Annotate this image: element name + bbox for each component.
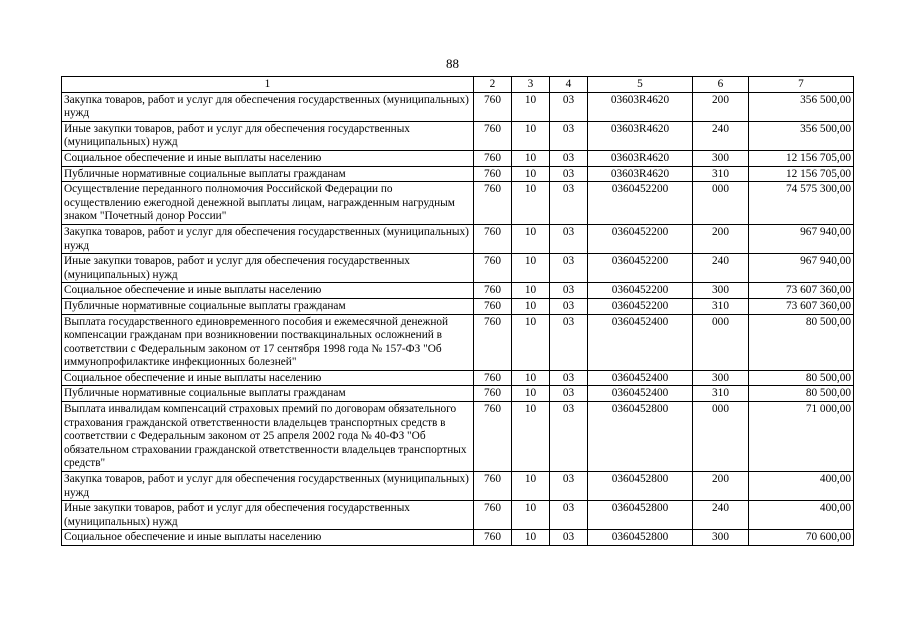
row-section-cell: 10 [512, 150, 550, 166]
row-section-cell: 10 [512, 386, 550, 402]
row-subsection-cell: 03 [550, 283, 588, 299]
row-subsection-cell: 03 [550, 298, 588, 314]
row-section-cell: 10 [512, 254, 550, 283]
row-expense-type-cell: 240 [693, 254, 749, 283]
row-target-article-cell: 0360452200 [588, 224, 693, 253]
row-subsection-cell: 03 [550, 224, 588, 253]
row-ministry-code-cell: 760 [474, 182, 512, 225]
row-amount-cell: 356 500,00 [749, 121, 854, 150]
row-target-article-cell: 0360452800 [588, 530, 693, 546]
row-amount-cell: 356 500,00 [749, 92, 854, 121]
row-ministry-code-cell: 760 [474, 298, 512, 314]
row-ministry-code-cell: 760 [474, 402, 512, 472]
row-name-cell: Иные закупки товаров, работ и услуг для обеспечения государственных (муниципальных) нужд [62, 501, 474, 530]
table-row [62, 298, 854, 314]
table-row [62, 254, 854, 283]
row-target-article-cell: 03603R4620 [588, 150, 693, 166]
row-expense-type-cell: 300 [693, 283, 749, 299]
row-ministry-code-cell: 760 [474, 501, 512, 530]
row-ministry-code-cell: 760 [474, 224, 512, 253]
row-expense-type-cell: 000 [693, 314, 749, 370]
row-expense-type-cell: 200 [693, 472, 749, 501]
row-target-article-cell: 0360452800 [588, 501, 693, 530]
row-expense-type-cell: 310 [693, 166, 749, 182]
row-subsection-cell: 03 [550, 166, 588, 182]
row-target-article-cell: 0360452200 [588, 254, 693, 283]
row-target-article-cell: 03603R4620 [588, 121, 693, 150]
row-amount-cell: 12 156 705,00 [749, 150, 854, 166]
row-ministry-code-cell: 760 [474, 530, 512, 546]
row-expense-type-cell: 240 [693, 501, 749, 530]
row-target-article-cell: 03603R4620 [588, 92, 693, 121]
row-section-cell: 10 [512, 92, 550, 121]
row-target-article-cell: 0360452400 [588, 370, 693, 386]
row-name-cell: Закупка товаров, работ и услуг для обеспечения государственных (муниципальных) нужд [62, 224, 474, 253]
row-target-article-cell: 0360452400 [588, 314, 693, 370]
table-row [62, 530, 854, 546]
header-row [62, 77, 854, 93]
row-ministry-code-cell: 760 [474, 254, 512, 283]
row-ministry-code-cell: 760 [474, 472, 512, 501]
row-target-article-cell: 0360452800 [588, 472, 693, 501]
column-header: 1 [62, 77, 474, 93]
table-row [62, 402, 854, 472]
row-expense-type-cell: 240 [693, 121, 749, 150]
row-section-cell: 10 [512, 402, 550, 472]
row-expense-type-cell: 200 [693, 92, 749, 121]
row-ministry-code-cell: 760 [474, 121, 512, 150]
column-header: 2 [474, 77, 512, 93]
table-body [62, 92, 854, 545]
row-amount-cell: 967 940,00 [749, 224, 854, 253]
row-subsection-cell: 03 [550, 254, 588, 283]
row-name-cell: Публичные нормативные социальные выплаты гражданам [62, 386, 474, 402]
row-amount-cell: 80 500,00 [749, 370, 854, 386]
row-name-cell: Осуществление переданного полномочия Российской Федерации по осуществлению ежегодной денежной выплаты лицам, награжденным нагрудным знаком "Почетный донор России" [62, 182, 474, 225]
row-name-cell: Социальное обеспечение и иные выплаты населению [62, 370, 474, 386]
row-expense-type-cell: 300 [693, 530, 749, 546]
row-ministry-code-cell: 760 [474, 314, 512, 370]
row-expense-type-cell: 000 [693, 402, 749, 472]
row-target-article-cell: 0360452200 [588, 182, 693, 225]
table-row [62, 501, 854, 530]
row-section-cell: 10 [512, 370, 550, 386]
row-section-cell: 10 [512, 501, 550, 530]
table-row [62, 166, 854, 182]
row-name-cell: Выплата государственного единовременного пособия и ежемесячной денежной компенсации гражданам при возникновении поствакцинальных осложнений в соответствии с Федеральным законом от 17 сентября 1998 года № 157-ФЗ "Об иммунопрофилактике инфекционных болезней" [62, 314, 474, 370]
row-subsection-cell: 03 [550, 530, 588, 546]
row-amount-cell: 73 607 360,00 [749, 298, 854, 314]
row-subsection-cell: 03 [550, 370, 588, 386]
budget-table [61, 76, 854, 546]
row-section-cell: 10 [512, 530, 550, 546]
table-row [62, 150, 854, 166]
table-row [62, 370, 854, 386]
row-amount-cell: 70 600,00 [749, 530, 854, 546]
row-section-cell: 10 [512, 121, 550, 150]
row-expense-type-cell: 310 [693, 386, 749, 402]
table-row [62, 283, 854, 299]
row-name-cell: Иные закупки товаров, работ и услуг для обеспечения государственных (муниципальных) нужд [62, 254, 474, 283]
row-ministry-code-cell: 760 [474, 283, 512, 299]
row-amount-cell: 73 607 360,00 [749, 283, 854, 299]
row-target-article-cell: 0360452400 [588, 386, 693, 402]
row-target-article-cell: 03603R4620 [588, 166, 693, 182]
row-name-cell: Публичные нормативные социальные выплаты гражданам [62, 298, 474, 314]
column-header: 5 [588, 77, 693, 93]
row-subsection-cell: 03 [550, 121, 588, 150]
row-section-cell: 10 [512, 182, 550, 225]
row-subsection-cell: 03 [550, 182, 588, 225]
row-section-cell: 10 [512, 283, 550, 299]
row-section-cell: 10 [512, 166, 550, 182]
row-amount-cell: 400,00 [749, 472, 854, 501]
column-header: 6 [693, 77, 749, 93]
row-name-cell: Закупка товаров, работ и услуг для обеспечения государственных (муниципальных) нужд [62, 472, 474, 501]
row-target-article-cell: 0360452200 [588, 298, 693, 314]
row-ministry-code-cell: 760 [474, 92, 512, 121]
page-number: 88 [446, 56, 459, 71]
table-row [62, 92, 854, 121]
row-subsection-cell: 03 [550, 314, 588, 370]
row-ministry-code-cell: 760 [474, 166, 512, 182]
row-subsection-cell: 03 [550, 501, 588, 530]
row-amount-cell: 12 156 705,00 [749, 166, 854, 182]
row-subsection-cell: 03 [550, 386, 588, 402]
row-subsection-cell: 03 [550, 92, 588, 121]
table-row [62, 182, 854, 225]
row-expense-type-cell: 300 [693, 370, 749, 386]
row-ministry-code-cell: 760 [474, 386, 512, 402]
row-amount-cell: 80 500,00 [749, 386, 854, 402]
row-subsection-cell: 03 [550, 402, 588, 472]
row-expense-type-cell: 300 [693, 150, 749, 166]
row-amount-cell: 74 575 300,00 [749, 182, 854, 225]
row-name-cell: Иные закупки товаров, работ и услуг для обеспечения государственных (муниципальных) нужд [62, 121, 474, 150]
row-section-cell: 10 [512, 472, 550, 501]
row-section-cell: 10 [512, 224, 550, 253]
row-amount-cell: 80 500,00 [749, 314, 854, 370]
table-row [62, 314, 854, 370]
row-amount-cell: 967 940,00 [749, 254, 854, 283]
column-header: 7 [749, 77, 854, 93]
row-expense-type-cell: 200 [693, 224, 749, 253]
row-subsection-cell: 03 [550, 472, 588, 501]
table-row [62, 224, 854, 253]
table-row [62, 121, 854, 150]
row-name-cell: Социальное обеспечение и иные выплаты населению [62, 530, 474, 546]
row-section-cell: 10 [512, 298, 550, 314]
row-ministry-code-cell: 760 [474, 370, 512, 386]
row-ministry-code-cell: 760 [474, 150, 512, 166]
column-header: 4 [550, 77, 588, 93]
column-header: 3 [512, 77, 550, 93]
row-name-cell: Выплата инвалидам компенсаций страховых премий по договорам обязательного страхования гражданской ответственности владельцев транспортных средств в соответствии с Федеральным законом от 25 апреля 2002 года № 40-ФЗ "Об обязательном страховании гражданской ответственности владельцев транспортных средств" [62, 402, 474, 472]
row-amount-cell: 400,00 [749, 501, 854, 530]
row-name-cell: Социальное обеспечение и иные выплаты населению [62, 283, 474, 299]
row-amount-cell: 71 000,00 [749, 402, 854, 472]
row-name-cell: Социальное обеспечение и иные выплаты населению [62, 150, 474, 166]
row-target-article-cell: 0360452800 [588, 402, 693, 472]
row-subsection-cell: 03 [550, 150, 588, 166]
row-section-cell: 10 [512, 314, 550, 370]
row-expense-type-cell: 000 [693, 182, 749, 225]
row-name-cell: Закупка товаров, работ и услуг для обеспечения государственных (муниципальных) нужд [62, 92, 474, 121]
row-expense-type-cell: 310 [693, 298, 749, 314]
table-row [62, 472, 854, 501]
table-row [62, 386, 854, 402]
row-target-article-cell: 0360452200 [588, 283, 693, 299]
row-name-cell: Публичные нормативные социальные выплаты гражданам [62, 166, 474, 182]
